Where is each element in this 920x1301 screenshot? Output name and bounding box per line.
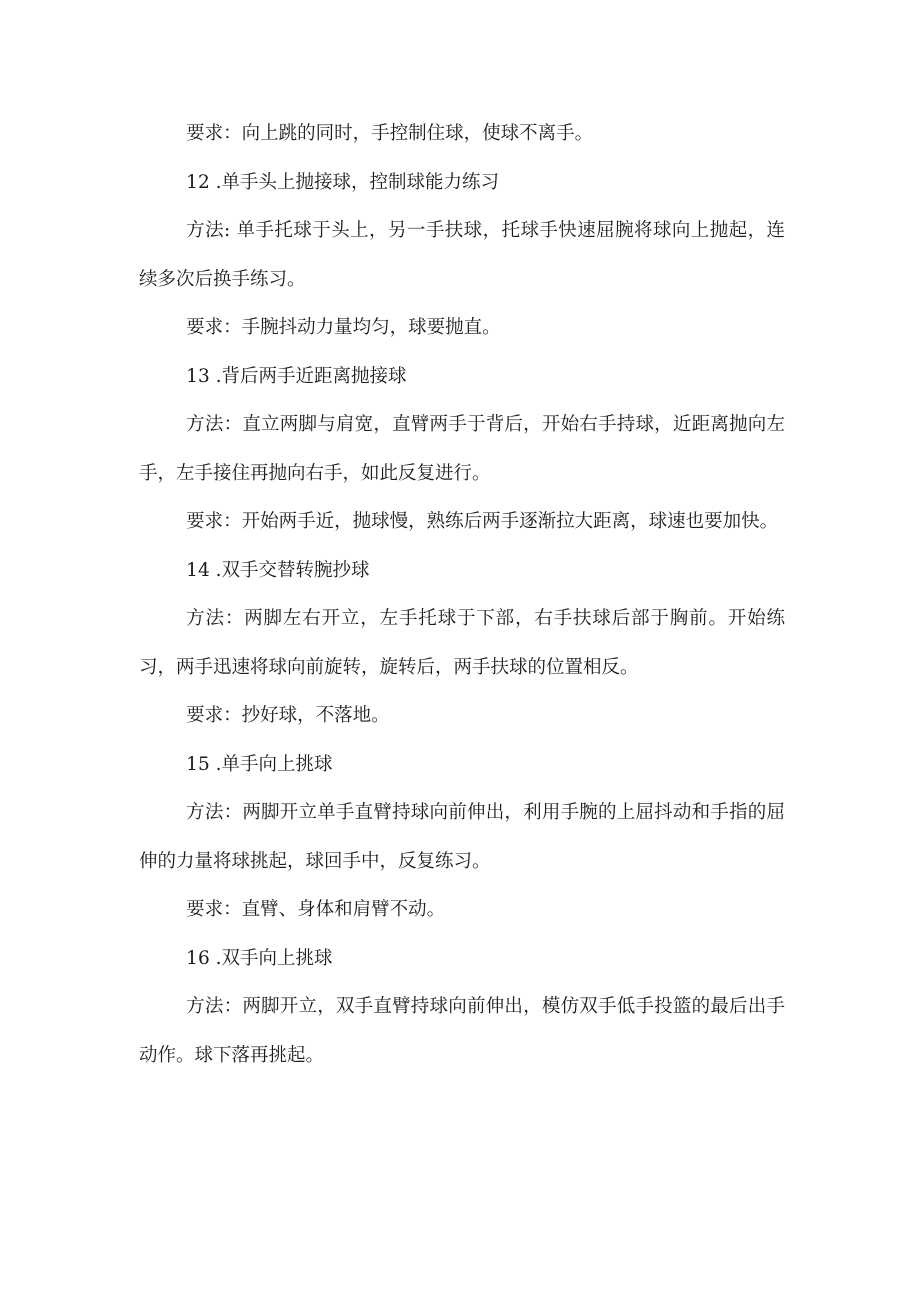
section-heading-16: 16 .双手向上挑球 [186, 947, 333, 969]
requirement-paragraph: 要求：向上跳的同时，手控制住球，使球不离手。 [186, 123, 594, 144]
method-paragraph: 方法: 单手托球于头上，另一手扶球，托球手快速屈腕将球向上抛起，连续多次后换手练习。 [139, 220, 785, 290]
section-heading-13: 13 .背后两手近距离抛接球 [186, 365, 407, 387]
requirement-paragraph: 要求：手腕抖动力量均匀，球要抛直。 [186, 317, 501, 338]
method-paragraph: 方法：直立两脚与肩宽，直臂两手于背后，开始右手持球，近距离抛向左手，左手接住再抛向右手，如此反复进行。 [139, 414, 785, 484]
method-paragraph: 方法：两脚左右开立，左手托球于下部，右手扶球后部于胸前。开始练习，两手迅速将球向前旋转，旋转后，两手扶球的位置相反。 [139, 608, 785, 678]
section-heading-14: 14 .双手交替转腕抄球 [186, 559, 370, 581]
method-paragraph: 方法：两脚开立单手直臂持球向前伸出，利用手腕的上屈抖动和手指的屈伸的力量将球挑起，球回手中，反复练习。 [139, 802, 785, 872]
requirement-paragraph: 要求：开始两手近，抛球慢，熟练后两手逐渐拉大距离，球速也要加快。 [186, 511, 779, 532]
requirement-paragraph: 要求：抄好球，不落地。 [186, 705, 390, 726]
requirement-paragraph: 要求：直臂、身体和肩臂不动。 [186, 899, 446, 920]
method-paragraph: 方法：两脚开立，双手直臂持球向前伸出，模仿双手低手投篮的最后出手动作。球下落再挑起。 [139, 996, 785, 1066]
section-heading-12: 12 .单手头上抛接球，控制球能力练习 [186, 171, 499, 193]
section-heading-15: 15 .单手向上挑球 [186, 753, 333, 775]
document-body [139, 110, 785, 1080]
